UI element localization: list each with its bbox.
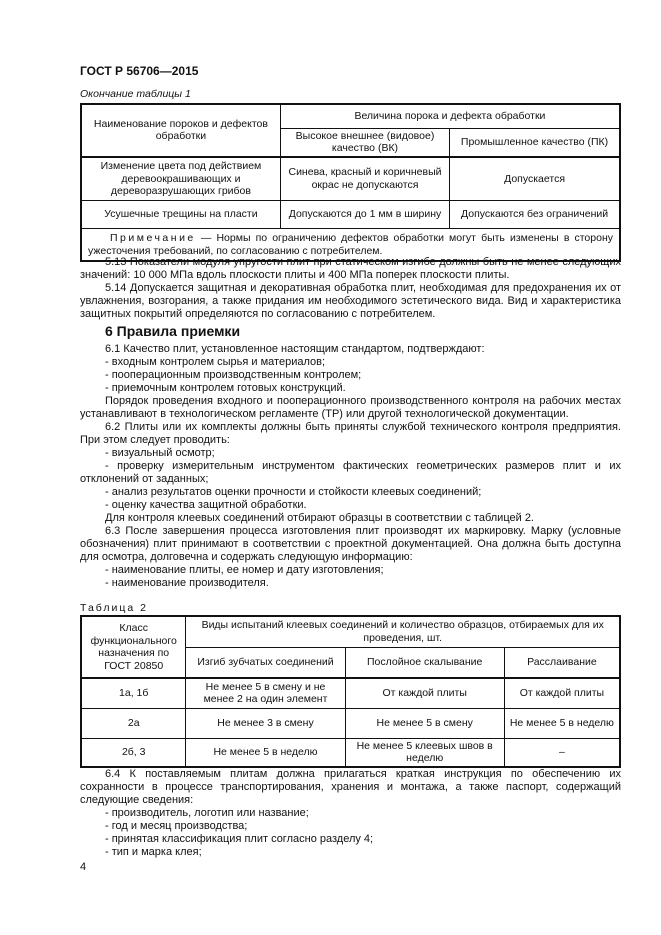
table1-col2-header: Высокое внешнее (видовое) качество (ВК) [280, 128, 449, 157]
list-item: - производитель, логотип или название; [105, 807, 309, 819]
document-header: ГОСТ Р 56706—2015 [80, 64, 199, 78]
table-row [81, 738, 620, 767]
table-row [81, 708, 620, 738]
table-cell: Не менее 5 в неделю [186, 738, 345, 767]
table2 [80, 615, 621, 768]
table-row [81, 201, 620, 229]
table-cell: 1а, 1б [81, 678, 186, 708]
table-cell: 2б, 3 [81, 738, 186, 767]
table-cell: Не менее 5 в неделю [504, 708, 620, 738]
paragraph-5-14: 5.14 Допускается защитная и декоративная обработка плит, необходимая для предохранения их от увлажнения, возгорания, а также придания им необходимого эстетического вида. Вид и характеристика защитных покрытий определяются по согласованию с потребителем. [80, 282, 621, 320]
body-text-b [80, 768, 621, 859]
list-item: - оценку качества защитной обработки. [105, 499, 307, 511]
list-item: - пооперационным производственным контролем; [105, 369, 362, 381]
table2-subheader: Изгиб зубчатых соединений [186, 647, 345, 678]
table2-subheader: Расслаивание [504, 647, 620, 678]
table-cell: Не менее 5 в смену [345, 708, 504, 738]
table-cell: Не менее 5 в смену и не менее 2 на один элемент [186, 678, 345, 708]
table1-group-header: Величина порока и дефекта обработки [280, 104, 620, 128]
table1-col3-header: Промышленное качество (ПК) [450, 128, 620, 157]
table1-caption: Окончание таблицы 1 [80, 88, 191, 100]
list-item: - год и месяц производства; [105, 820, 248, 832]
table-cell: Не менее 3 в смену [186, 708, 345, 738]
page-number: 4 [80, 861, 87, 873]
list-item: - анализ результатов оценки прочности и стойкости клеевых соединений; [105, 486, 482, 498]
list-item: - приемочным контролем готовых конструкций. [105, 382, 346, 394]
note-text: — Нормы по ограничению дефектов обработки могут быть изменены в сторону ужесточения требований, по согласованию с потребителем. [88, 232, 613, 257]
table-cell: От каждой плиты [504, 678, 620, 708]
list-item: - тип и марка клея; [105, 846, 202, 858]
paragraph-5-13: 5.13 Показатели модуля упругости плит при статическом изгибе должны быть не менее следующих значений: 10 000 МПа вдоль плоскости плиты и 400 МПа поперек плоскости плиты. [80, 256, 621, 281]
table2-group-header: Виды испытаний клеевых соединений и количество образцов, отбираемых для их проведения, шт. [186, 616, 620, 647]
table2-subheader: Послойное скалывание [345, 647, 504, 678]
table-cell: Допускаются без ограничений [450, 201, 620, 229]
paragraph-6-4: 6.4 К поставляемым плитам должна прилагаться краткая инструкция по обеспечению их сохранности в процессе транспортирования, хранения и монтажа, а также паспорт, содержащий следующие сведения: [80, 768, 621, 806]
table2-label: Таблица 2 [80, 602, 148, 614]
table1 [80, 103, 621, 262]
list-item: - наименование производителя. [105, 577, 269, 589]
list-item: - входным контролем сырья и материалов; [105, 356, 326, 368]
table-cell: Синева, красный и коричневый окрас не допускаются [280, 157, 449, 201]
table-cell: Допускаются до 1 мм в ширину [280, 201, 449, 229]
note-label: Примечание [110, 232, 196, 244]
table2-col1-header: Класс функционального назначения по ГОСТ 20850 [81, 616, 186, 678]
section-heading-6: 6 Правила приемки [105, 323, 241, 339]
table-cell: Допускается [450, 157, 620, 201]
list-item: - принятая классификация плит согласно разделу 4; [105, 833, 374, 845]
paragraph-6-1: 6.1 Качество плит, установленное настоящим стандартом, подтверждают: [105, 343, 485, 355]
paragraph-6-2: 6.2 Плиты или их комплекты должны быть приняты службой технического контроля предприятия. При этом следует проводить: [80, 421, 621, 446]
table-cell: – [504, 738, 620, 767]
body-text-a [80, 256, 621, 590]
table-row [81, 157, 620, 201]
paragraph-6-1-b: Порядок проведения входного и пооперационного производственного контроля на рабочих местах устанавливают в технологическом регламенте (ТР) или другой технологической документации. [80, 395, 621, 420]
paragraph-6-3: 6.3 После завершения процесса изготовления плит производят их маркировку. Марку (условные обозначения) плит принимают в соответствии с проектной документацией. Она должна быть доступна для осмотра, долговечна и содержать следующую информацию: [80, 525, 621, 563]
table-row [81, 678, 620, 708]
table1-col1-header: Наименование пороков и дефектов обработки [81, 104, 280, 157]
paragraph-6-2-b: Для контроля клеевых соединений отбирают образцы в соответствии с таблицей 2. [105, 512, 534, 524]
list-item: - проверку измерительным инструментом фактических геометрических размеров плит и их отклонений от заданных; [80, 460, 621, 485]
table-cell: Не менее 5 клеевых швов в неделю [345, 738, 504, 767]
table-cell: Изменение цвета под действием деревоокрашивающих и дереворазрушающих грибов [81, 157, 280, 201]
table-cell: 2а [81, 708, 186, 738]
list-item: - наименование плиты, ее номер и дату изготовления; [105, 564, 384, 576]
table-cell: От каждой плиты [345, 678, 504, 708]
table-cell: Усушечные трещины на пласти [81, 201, 280, 229]
table2-wrapper [80, 615, 621, 768]
list-item: - визуальный осмотр; [105, 447, 215, 459]
table1-wrapper [80, 103, 621, 262]
